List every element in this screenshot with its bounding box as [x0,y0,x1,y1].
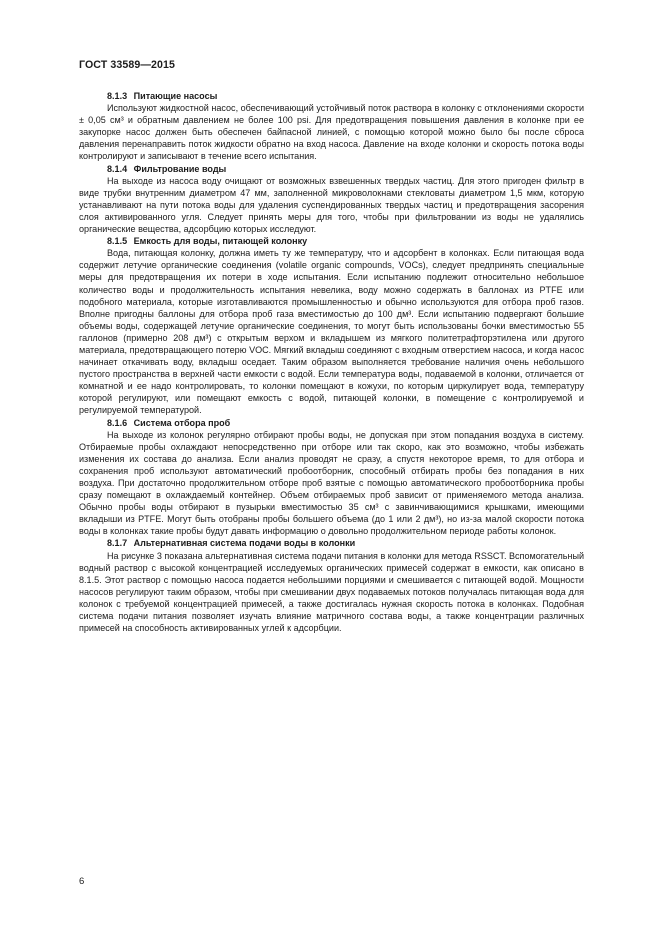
section-paragraph: Используют жидкостной насос, обеспечивающий устойчивый поток раствора в колонку с отклонениями скорости ± 0,05 см³ и обратным давлением не более 100 psi. Для предотвращения повышения давления в колонке при ее закупорке насос должен быть обеспечен байпасной линией, с помощью которой можно было бы после сброса давления перенаправить поток жидкости обратно на вход насоса. Давление на входе колонки и скорость потока воды контролируют и записывают в течение всего испытания. [79,103,584,162]
section-8-1-3 [79,90,584,163]
document-header: ГОСТ 33589—2015 [79,59,176,71]
section-8-1-7 [79,537,584,634]
section-heading [79,90,584,102]
section-number: 8.1.6 [107,417,128,428]
section-heading [79,417,584,429]
page-number: 6 [79,876,85,887]
section-title: Система отбора проб [133,417,231,428]
section-title: Питающие насосы [133,91,218,101]
section-title: Фильтрование воды [133,163,227,174]
section-paragraph: На рисунке 3 показана альтернативная система подачи питания в колонки для метода RSSCT. Вспомогательный водный раствор с высокой концентрацией исследуемых органических примесей содержат в емкости, как описано в 8.1.5. Этот раствор с помощью насоса подается небольшими порциями и смешивается с питающей водой. Мощности насосов регулируют таким образом, чтобы при смешивании двух подаваемых потоков получалась питающая вода для колонок с требуемой концентрацией примесей, а также достигалась нужная скорость потока в колонках. Подобная система подачи питания позволяет изучать влияние матричного состава воды, а также концентрации различных примесей на способность активированных углей к адсорбции. [79,550,584,634]
section-paragraph: На выходе из насоса воду очищают от возможных взвешенных твердых частиц. Для этого пригоден фильтр в виде трубки внутренним диаметром 47 мм, заполненной микроволокнами стекловаты диаметром 1,5 мкм, которую устанавливают на пути потока воды для удаления суспендированных твердых частиц и предотвращения засорения слоя активированного угля. Следует принять меры для того, чтобы при фильтровании из воды не удалялись органические вещества, адсорбцию которых исследуют. [79,175,584,235]
section-heading [79,537,584,549]
section-heading [79,163,584,175]
section-8-1-5 [79,235,584,416]
section-heading [79,235,584,247]
section-number: 8.1.7 [107,538,128,549]
section-number: 8.1.3 [107,91,128,101]
section-title: Альтернативная система подачи воды в колонки [133,538,356,549]
section-number: 8.1.4 [107,163,128,174]
section-paragraph: Вода, питающая колонку, должна иметь ту же температуру, что и адсорбент в колонках. Если питающая вода содержит летучие органические соединения (volatile organic compounds, VOCs), следует предпринять специальные меры для предотвращения их потери в ходе испытания. Если испытанию подлежит относительно небольшое количество воды и продолжительность испытания невелика, воду можно содержать в баллонах из PTFE или подобного материала, которые изготавливаются промышленностью и обычно используются для отбора проб газов. Вполне пригодны баллоны для отбора проб газа вместимостью до 100 дм³. Если испытанию подвергают большие объемы воды, содержащей летучие органические соединения, то могут быть использованы бочки вместимостью 55 галлонов (примерно 208 дм³) с открытым верхом и вкладышем из мягкого политетрафторэтилена или другого материала, предотвращающего потерю VOC. Мягкий вкладыш соединяют с входным отверстием насоса, и когда насос начинает откачивать воду, вкладыш оседает. Таким образом выполняется требование наличия очень небольшого пустого пространства в верхней части емкости с водой. Если температура воды, подаваемой в колонки, отличается от комнатной и ее надо контролировать, то колонки помещают в кожухи, по которым циркулирует вода, температуру которой регулируют, или помещают емкость с водой, питающей колонки, в помещение с контролируемой и регулируемой температурой. [79,248,584,416]
section-number: 8.1.5 [107,236,128,247]
section-8-1-4 [79,163,584,236]
section-8-1-6 [79,417,584,538]
section-title: Емкость для воды, питающей колонку [133,236,308,247]
document-body [79,90,584,634]
section-paragraph: На выходе из колонок регулярно отбирают пробы воды, не допуская при этом попадания воздуха в систему. Отбираемые пробы охлаждают непосредственно при отборе или так скоро, как это возможно, чтобы избежать изменения их состава до анализа. Если анализ проводят не сразу, а спустя некоторое время, то для отбора и сохранения проб используют автоматический пробоотборник, способный отбирать пробы без попадания в них воздуха. При достаточно продолжительном отборе проб взятые с помощью автоматического пробоотборника пробы сразу помещают в охлаждаемый контейнер. Объем отбираемых проб зависит от применяемого метода анализа. Обычно пробы воды отбирают в пузырьки вместимостью 35 см³ с завинчивающимися крышками, имеющими вкладыши из PTFE. Могут быть отобраны пробы большего объема (до 1 или 2 дм³), но из-за малой скорости потока воды в колонках такие пробы будут давать информацию о довольно продолжительном периоде работы колонок. [79,429,584,537]
